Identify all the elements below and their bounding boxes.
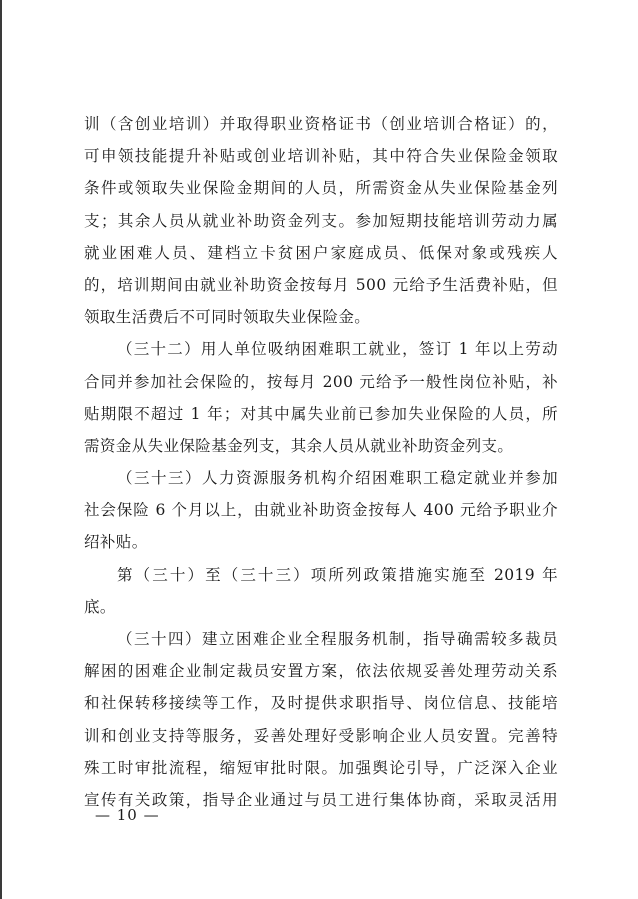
text-line: （三十三）人力资源服务机构介绍困难职工稳定就业并参加	[117, 469, 558, 488]
text-line: （三十四）建立困难企业全程服务机制，指导确需较多裁员	[117, 630, 558, 648]
paragraph	[84, 559, 558, 623]
page-number: — 10 —	[95, 806, 160, 824]
text-line: 领取生活费后不可同时领取失业保险金。	[84, 308, 371, 327]
text-line: 可申领技能提升补贴或创业培训补贴，其中符合失业保险金领取	[84, 147, 558, 166]
text-line: 合同并参加社会保险的，按每月 200 元给予一般性岗位补贴，补	[84, 372, 558, 391]
text-line: 解困的困难企业制定裁员安置方案，依法依规妥善处理劳动关系	[84, 662, 558, 681]
body-text	[84, 108, 558, 816]
text-line: 就业困难人员、建档立卡贫困户家庭成员、低保对象或残疾人	[84, 243, 558, 262]
text-line: 社会保险 6 个月以上，由就业补助资金按每人 400 元给予职业介	[84, 501, 558, 520]
text-line: 支；其余人员从就业补助资金列支。参加短期技能培训劳动力属	[84, 211, 558, 230]
text-line: 殊工时审批流程，缩短审批时限。加强舆论引导，广泛深入企业	[84, 758, 558, 777]
text-line: 和社保转移接续等工作，及时提供求职指导、岗位信息、技能培	[84, 694, 558, 713]
text-line: 需资金从失业保险基金列支，其余人员从就业补助资金列支。	[84, 436, 514, 455]
paragraph	[84, 108, 558, 333]
text-line: 贴期限不超过 1 年；对其中属失业前已参加失业保险的人员，所	[84, 404, 558, 423]
text-line: 训和创业支持等服务，妥善处理好受影响企业人员安置。完善特	[84, 726, 558, 745]
text-line: 绍补贴。	[84, 533, 148, 552]
text-line: 条件或领取失业保险金期间的人员，所需资金从失业保险基金列	[84, 179, 558, 198]
text-line: 宣传有关政策，指导企业通过与员工进行集体协商，采取灵活用	[84, 790, 558, 809]
paragraph	[84, 462, 558, 559]
text-line: 第（三十）至（三十三）项所列政策措施实施至 2019 年	[117, 565, 558, 584]
paragraph	[84, 333, 558, 462]
text-line: 底。	[84, 597, 116, 616]
paragraph	[84, 623, 558, 816]
text-line: 训（含创业培训）并取得职业资格证书（创业培训合格证）的，	[84, 115, 558, 133]
text-line: 的，培训期间由就业补助资金按每月 500 元给予生活费补贴，但	[84, 275, 558, 294]
text-line: （三十二）用人单位吸纳困难职工就业，签订 1 年以上劳动	[117, 340, 558, 359]
